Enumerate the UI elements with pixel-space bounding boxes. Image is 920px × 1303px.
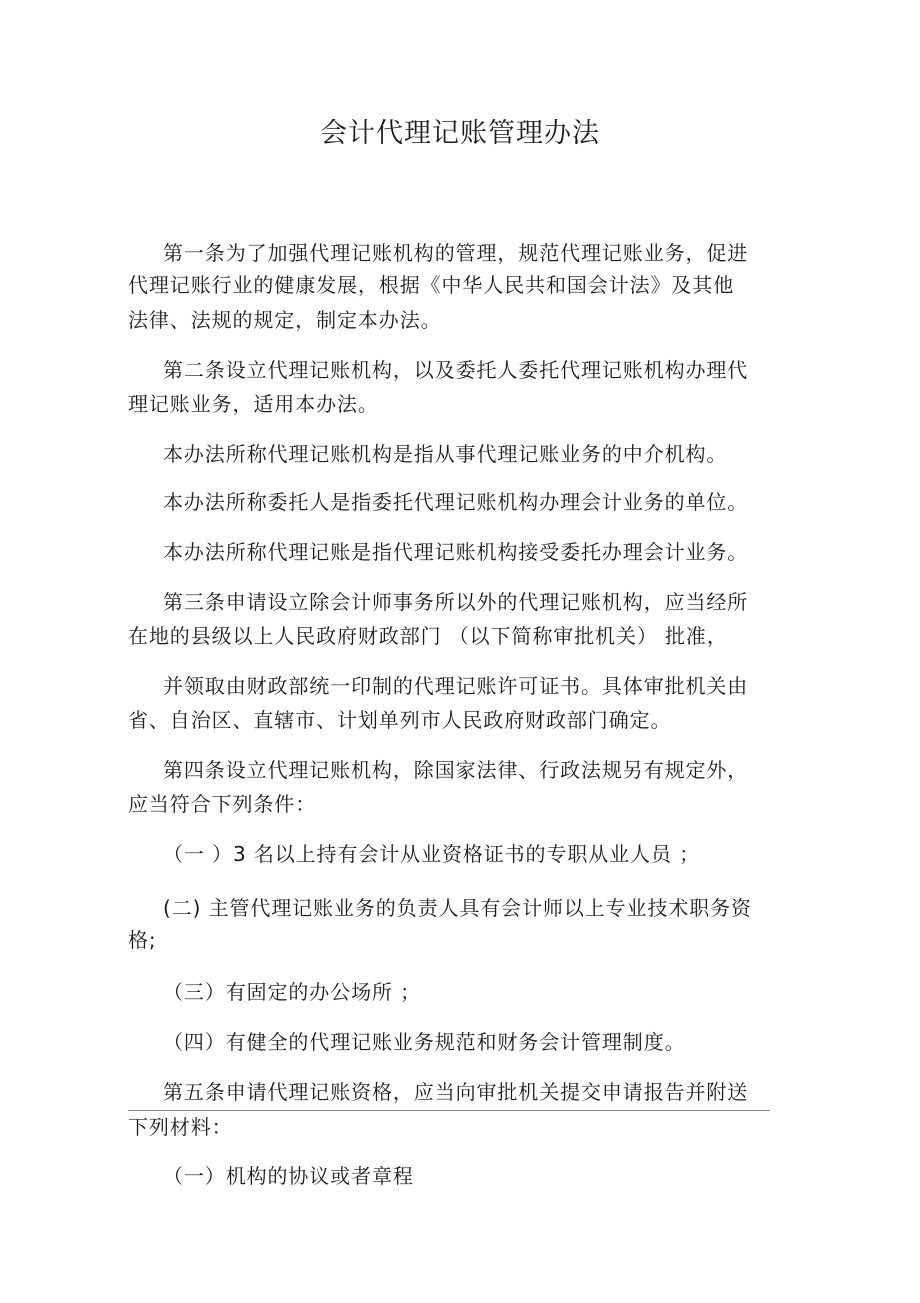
paragraph-line: 第五条申请代理记账资格，应当向审批机关提交申请报告并附送 — [163, 1080, 749, 1104]
paragraph-line: 第一条为了加强代理记账机构的管理，规范代理记账业务，促进 — [163, 241, 749, 265]
list-item-line: （四）有健全的代理记账业务规范和财务会计管理制度。 — [163, 1030, 686, 1054]
paragraph-line: 本办法所称代理记账是指代理记账机构接受委托办理会计业务。 — [163, 540, 749, 564]
list-item-line: 格; — [128, 928, 157, 952]
paragraph-line: 第二条设立代理记账机构，以及委托人委托代理记账机构办理代 — [163, 358, 749, 382]
paragraph-line: 代理记账行业的健康发展，根据《中华人民共和国会计法》及其他 — [128, 273, 735, 297]
list-item-line: (二) 主管代理记账业务的负责人具有会计师以上专业技术职务资 — [163, 896, 752, 920]
paragraph-line: 法律、法规的规定，制定本办法。 — [128, 308, 442, 332]
paragraph-line: 省、自治区、直辖市、计划单列市人民政府财政部门确定。 — [128, 708, 672, 732]
paragraph-line: 本办法所称委托人是指委托代理记账机构办理会计业务的单位。 — [163, 490, 749, 514]
paragraph-line: 本办法所称代理记账机构是指从事代理记账业务的中介机构。 — [163, 442, 728, 466]
document-title: 会计代理记账管理办法 — [320, 118, 600, 149]
paragraph-line: 下列材料： — [128, 1115, 233, 1139]
list-item-line: （一）机构的协议或者章程 — [163, 1164, 414, 1188]
paragraph-line: 在地的县级以上人民政府财政部门 （以下简称审批机关） 批准， — [128, 624, 728, 648]
paragraph-line: 并领取由财政部统一印制的代理记账许可证书。具体审批机关由 — [163, 674, 749, 698]
list-item-line: （一 ）3 名以上持有会计从业资格证书的专职从业人员 ； — [163, 842, 700, 866]
paragraph-line: 应当符合下列条件： — [128, 792, 317, 816]
list-item-line: （三）有固定的办公场所 ； — [163, 980, 422, 1004]
paragraph-line: 理记账业务，适用本办法。 — [128, 392, 379, 416]
paragraph-line: 第三条申请设立除会计师事务所以外的代理记账机构，应当经所 — [163, 590, 749, 614]
paragraph-line: 第四条设立代理记账机构，除国家法律、行政法规另有规定外， — [163, 758, 749, 782]
page-divider — [128, 1110, 770, 1111]
